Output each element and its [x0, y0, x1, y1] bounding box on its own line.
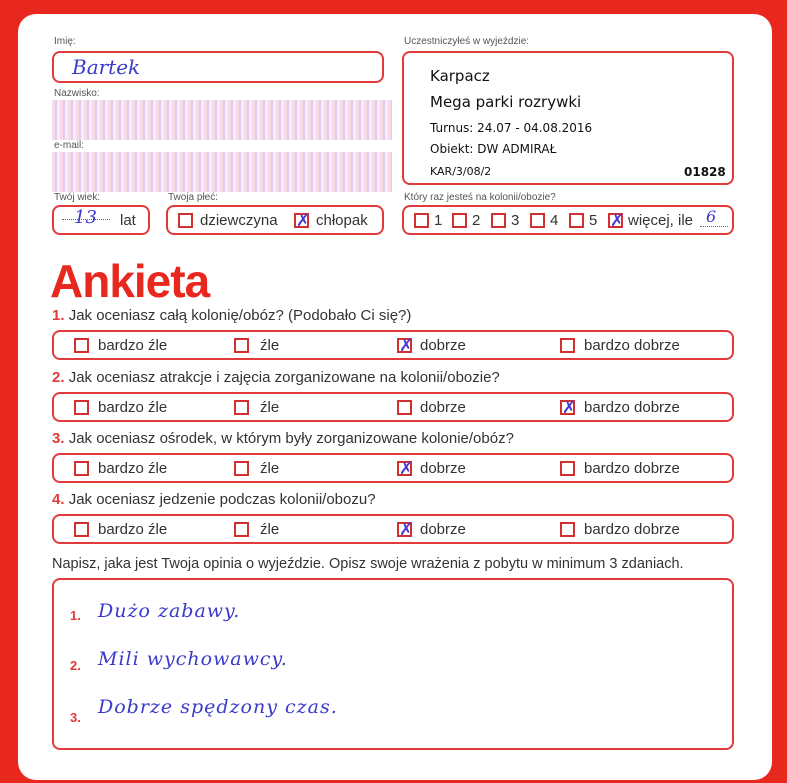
ktory-raz-checkbox-4[interactable] — [530, 213, 545, 228]
question-number: 2. — [52, 369, 65, 386]
question-number: 3. — [52, 430, 65, 447]
opinion-line-1: Dużo zabawy. — [98, 600, 241, 622]
ktory-raz-label: Który raz jesteś na kolonii/obozie? — [404, 192, 556, 203]
camp-name: Mega parki rozrywki — [430, 93, 582, 111]
wiek-label: Twój wiek: — [54, 192, 101, 203]
ktory-raz-checkbox-5[interactable] — [569, 213, 584, 228]
ktory-raz-option-2: 2 — [472, 212, 481, 229]
opinion-textarea[interactable] — [52, 578, 734, 750]
opinion-line-2: Mili wychowawcy. — [98, 648, 288, 670]
opinion-line-3: Dobrze spędzony czas. — [98, 696, 338, 718]
opinion-line-number: 1. — [70, 608, 81, 623]
check-mark-icon: ✗ — [296, 211, 311, 231]
check-mark-icon: ✗ — [399, 336, 414, 356]
question-2 — [52, 369, 500, 386]
plec-label: Twoja płeć: — [168, 192, 219, 203]
wiek-unit: lat — [120, 212, 136, 229]
q3-checkbox-bardzo-dobrze[interactable] — [560, 461, 575, 476]
wiek-value: 13 — [74, 207, 97, 228]
imie-field[interactable] — [52, 51, 384, 83]
question-4 — [52, 491, 376, 508]
option-label: źle — [260, 337, 280, 354]
camp-number: 01828 — [684, 165, 726, 179]
question-text: Jak oceniasz atrakcje i zajęcia zorganizowane na kolonii/obozie? — [68, 369, 500, 386]
question-text: Jak oceniasz jedzenie podczas kolonii/obozu? — [68, 491, 376, 508]
ktory-raz-checkbox-3[interactable] — [491, 213, 506, 228]
option-label: bardzo dobrze — [584, 460, 680, 477]
opinion-prompt: Napisz, jaka jest Twoja opinia o wyjeździe. Opisz swoje wrażenia z pobytu w minimum 3 zdaniach. — [52, 556, 684, 572]
q2-checkbox-zle[interactable] — [234, 400, 249, 415]
option-label: bardzo źle — [98, 521, 168, 538]
camp-location: Karpacz — [430, 67, 490, 85]
email-redacted — [52, 152, 392, 192]
option-label: źle — [260, 521, 280, 538]
q4-checkbox-dobrze[interactable] — [397, 520, 414, 540]
plec-option-chlopak: chłopak — [316, 212, 368, 229]
camp-info-box — [402, 51, 734, 185]
q1-checkbox-bardzo-dobrze[interactable] — [560, 338, 575, 353]
option-label: źle — [260, 460, 280, 477]
option-label: bardzo dobrze — [584, 399, 680, 416]
option-label: źle — [260, 399, 280, 416]
answer-row-4 — [52, 514, 734, 544]
camp-code: KAR/3/08/2 — [430, 165, 492, 178]
question-text: Jak oceniasz całą kolonię/obóz? (Podobało Ci się?) — [68, 307, 412, 324]
question-1 — [52, 307, 411, 324]
q4-checkbox-bardzo-zle[interactable] — [74, 522, 89, 537]
ktory-raz-option-5: 5 — [589, 212, 598, 229]
ktory-raz-option-wiecej: więcej, ile — [628, 212, 694, 229]
ktory-raz-option-1: 1 — [434, 212, 443, 229]
question-text: Jak oceniasz ośrodek, w którym były zorganizowane kolonie/obóz? — [68, 430, 514, 447]
q2-checkbox-bardzo-dobrze[interactable] — [560, 398, 577, 418]
option-label: bardzo źle — [98, 337, 168, 354]
email-label: e-mail: — [54, 140, 85, 151]
check-mark-icon: ✗ — [562, 398, 577, 418]
imie-value: Bartek — [72, 55, 141, 79]
q1-checkbox-zle[interactable] — [234, 338, 249, 353]
check-mark-icon: ✗ — [399, 459, 414, 479]
option-label: dobrze — [420, 399, 466, 416]
q2-checkbox-bardzo-zle[interactable] — [74, 400, 89, 415]
option-label: bardzo dobrze — [584, 337, 680, 354]
q1-checkbox-dobrze[interactable] — [397, 336, 414, 356]
nazwisko-label: Nazwisko: — [54, 88, 100, 99]
plec-checkbox-dziewczyna[interactable] — [178, 213, 193, 228]
ktory-raz-dotted-line — [700, 226, 728, 227]
opinion-line-number: 3. — [70, 710, 81, 725]
ktory-raz-checkbox-wiecej[interactable] — [608, 211, 625, 231]
option-label: bardzo dobrze — [584, 521, 680, 538]
imie-label: Imię: — [54, 36, 76, 47]
check-mark-icon: ✗ — [399, 520, 414, 540]
ktory-raz-option-3: 3 — [511, 212, 520, 229]
q4-checkbox-bardzo-dobrze[interactable] — [560, 522, 575, 537]
ktory-raz-field — [402, 205, 734, 235]
q1-checkbox-bardzo-zle[interactable] — [74, 338, 89, 353]
option-label: bardzo źle — [98, 460, 168, 477]
option-label: dobrze — [420, 460, 466, 477]
camp-turnus: Turnus: 24.07 - 04.08.2016 — [430, 121, 593, 135]
answer-row-1 — [52, 330, 734, 360]
survey-sheet — [18, 14, 772, 780]
option-label: bardzo źle — [98, 399, 168, 416]
survey-title: Ankieta — [50, 255, 210, 307]
check-mark-icon: ✗ — [610, 211, 625, 231]
ktory-raz-checkbox-2[interactable] — [452, 213, 467, 228]
ktory-raz-value: 6 — [706, 207, 717, 226]
question-3 — [52, 430, 514, 447]
ktory-raz-option-4: 4 — [550, 212, 559, 229]
opinion-line-number: 2. — [70, 658, 81, 673]
nazwisko-redacted — [52, 100, 392, 140]
q3-checkbox-bardzo-zle[interactable] — [74, 461, 89, 476]
ktory-raz-checkbox-1[interactable] — [414, 213, 429, 228]
question-number: 1. — [52, 307, 65, 324]
wiek-field[interactable] — [52, 205, 150, 235]
plec-checkbox-chlopak[interactable] — [294, 211, 311, 231]
answer-row-2 — [52, 392, 734, 422]
q3-checkbox-zle[interactable] — [234, 461, 249, 476]
question-number: 4. — [52, 491, 65, 508]
q3-checkbox-dobrze[interactable] — [397, 459, 414, 479]
answer-row-3 — [52, 453, 734, 483]
q2-checkbox-dobrze[interactable] — [397, 400, 412, 415]
q4-checkbox-zle[interactable] — [234, 522, 249, 537]
plec-option-dziewczyna: dziewczyna — [200, 212, 278, 229]
option-label: dobrze — [420, 521, 466, 538]
uczestnik-label: Uczestniczyłeś w wyjeździe: — [404, 36, 530, 47]
plec-field — [166, 205, 384, 235]
camp-obiekt: Obiekt: DW ADMIRAŁ — [430, 142, 557, 156]
option-label: dobrze — [420, 337, 466, 354]
